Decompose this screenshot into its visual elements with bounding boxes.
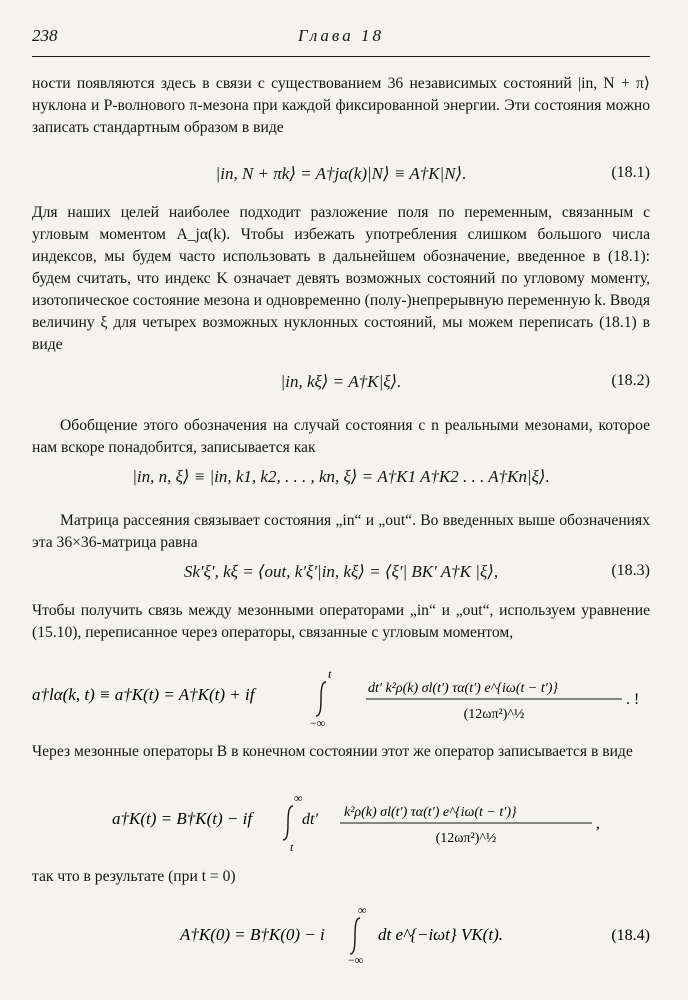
equation-a-out-end: , bbox=[596, 815, 600, 832]
integral-sign-18-4 bbox=[350, 918, 360, 954]
paragraph-2: Для наших целей наиболее подходит разложение поля по переменным, связанным с угловым моментом A_jα(k). Чтобы избежать употребления слишком большого числа индексов, мы будем часто использовать в дальнейшем обозначение, введенное в (18.1): будем считать, что индекс K означает девять возможных состояний по угловому моменту, изотопическое состояние мезона и одновременно (полу-)непрерывную переменную k. Вводя величину ξ для четырех возможных нуклонных состояний, мы можем переписать (18.1) в виде bbox=[32, 204, 650, 353]
equation-18-3 bbox=[32, 562, 650, 590]
equation-a-out bbox=[32, 788, 650, 854]
paragraph-4: Матрица рассеяния связывает состояния „in“ и „out“. Во введенных выше обозначениях эта 36×36-матрица равна bbox=[32, 512, 650, 551]
equation-18-1-expr: |in, N + πk⟩ = A†jα(k)|N⟩ ≡ A†K|N⟩. bbox=[215, 164, 467, 183]
equation-18-4 bbox=[32, 900, 650, 968]
equation-18-2-number: (18.2) bbox=[611, 372, 650, 389]
equation-a-in-svg bbox=[32, 664, 650, 730]
paragraph-5: Чтобы получить связь между мезонными операторами „in“ и „out“, используем уравнение (15.10), переписанное через операторы, связанные с угловым моментом, bbox=[32, 602, 650, 641]
equation-18-1 bbox=[32, 164, 650, 192]
integral-sign-a-out bbox=[283, 806, 293, 840]
paragraph-3: Обобщение этого обозначения на случай состояния с n реальными мезонами, которое нам вскоре понадобится, записывается как bbox=[32, 417, 650, 456]
equation-18-3-number: (18.3) bbox=[611, 562, 650, 579]
equation-a-in-upper: t bbox=[328, 667, 332, 681]
equation-18-4-upper: ∞ bbox=[358, 903, 367, 917]
equation-a-out-denominator: (12ωπ²)^½ bbox=[435, 831, 497, 846]
chapter-title: Глава 18 bbox=[298, 26, 384, 45]
equation-18-4-lhs: A†K(0) = B†K(0) − i bbox=[180, 925, 325, 944]
equation-a-out-lhs: a†K(t) = B†K(t) − if bbox=[112, 809, 253, 828]
page-number: 238 bbox=[32, 26, 58, 45]
equation-a-in-numerator: dt′ k²ρ(k) σl(t′) τα(t′) e^{iω(t − t′)} bbox=[368, 681, 559, 696]
equation-a-in-end: . ! bbox=[626, 691, 640, 708]
paragraph-1: ности появляются здесь в связи с существованием 36 независимых состояний |in, N + π⟩ нуклона и P-волнового π-мезона при каждой фиксированной энергии. Эти состояния можно записать стандартным образом в виде bbox=[32, 75, 650, 136]
integral-sign-a-in bbox=[316, 682, 326, 716]
equation-18-4-integrand: dt e^{−iωt} VK(t). bbox=[378, 925, 503, 944]
equation-a-out-dt: dt′ bbox=[302, 811, 318, 828]
equation-a-in-lhs: a†lα(k, t) ≡ a†K(t) = A†K(t) + if bbox=[32, 685, 255, 704]
equation-n-mesons bbox=[32, 467, 650, 495]
page-header bbox=[32, 26, 650, 57]
equation-n-mesons-expr: |in, n, ξ⟩ ≡ |in, k1, k2, . . . , kn, ξ⟩ = A†K1 A†K2 . . . A†Kn|ξ⟩. bbox=[132, 467, 550, 486]
equation-18-2 bbox=[32, 372, 650, 400]
equation-18-1-number: (18.1) bbox=[611, 164, 650, 181]
equation-a-out-lower: t bbox=[290, 840, 294, 854]
equation-a-in-denominator: (12ωπ²)^½ bbox=[463, 707, 525, 722]
paragraph-7: так что в результате (при t = 0) bbox=[32, 868, 236, 885]
equation-18-3-expr: Sk′ξ′, kξ = ⟨out, k′ξ′|in, kξ⟩ = ⟨ξ′| BK′ A†K |ξ⟩, bbox=[183, 562, 499, 581]
equation-a-in-lower: −∞ bbox=[310, 716, 326, 730]
equation-18-2-expr: |in, kξ⟩ = A†K|ξ⟩. bbox=[280, 372, 402, 391]
equation-18-4-lower: −∞ bbox=[348, 953, 364, 967]
equation-18-4-svg bbox=[32, 900, 650, 968]
paragraph-6: Через мезонные операторы B в конечном состоянии этот же оператор записывается в виде bbox=[32, 743, 633, 760]
equation-a-in bbox=[32, 664, 650, 730]
equation-18-4-number: (18.4) bbox=[611, 927, 650, 944]
equation-a-out-numerator: k²ρ(k) σl(t′) τα(t′) e^{iω(t − t′)} bbox=[344, 805, 517, 820]
equation-a-out-upper: ∞ bbox=[294, 791, 303, 805]
equation-a-out-svg bbox=[32, 788, 650, 854]
